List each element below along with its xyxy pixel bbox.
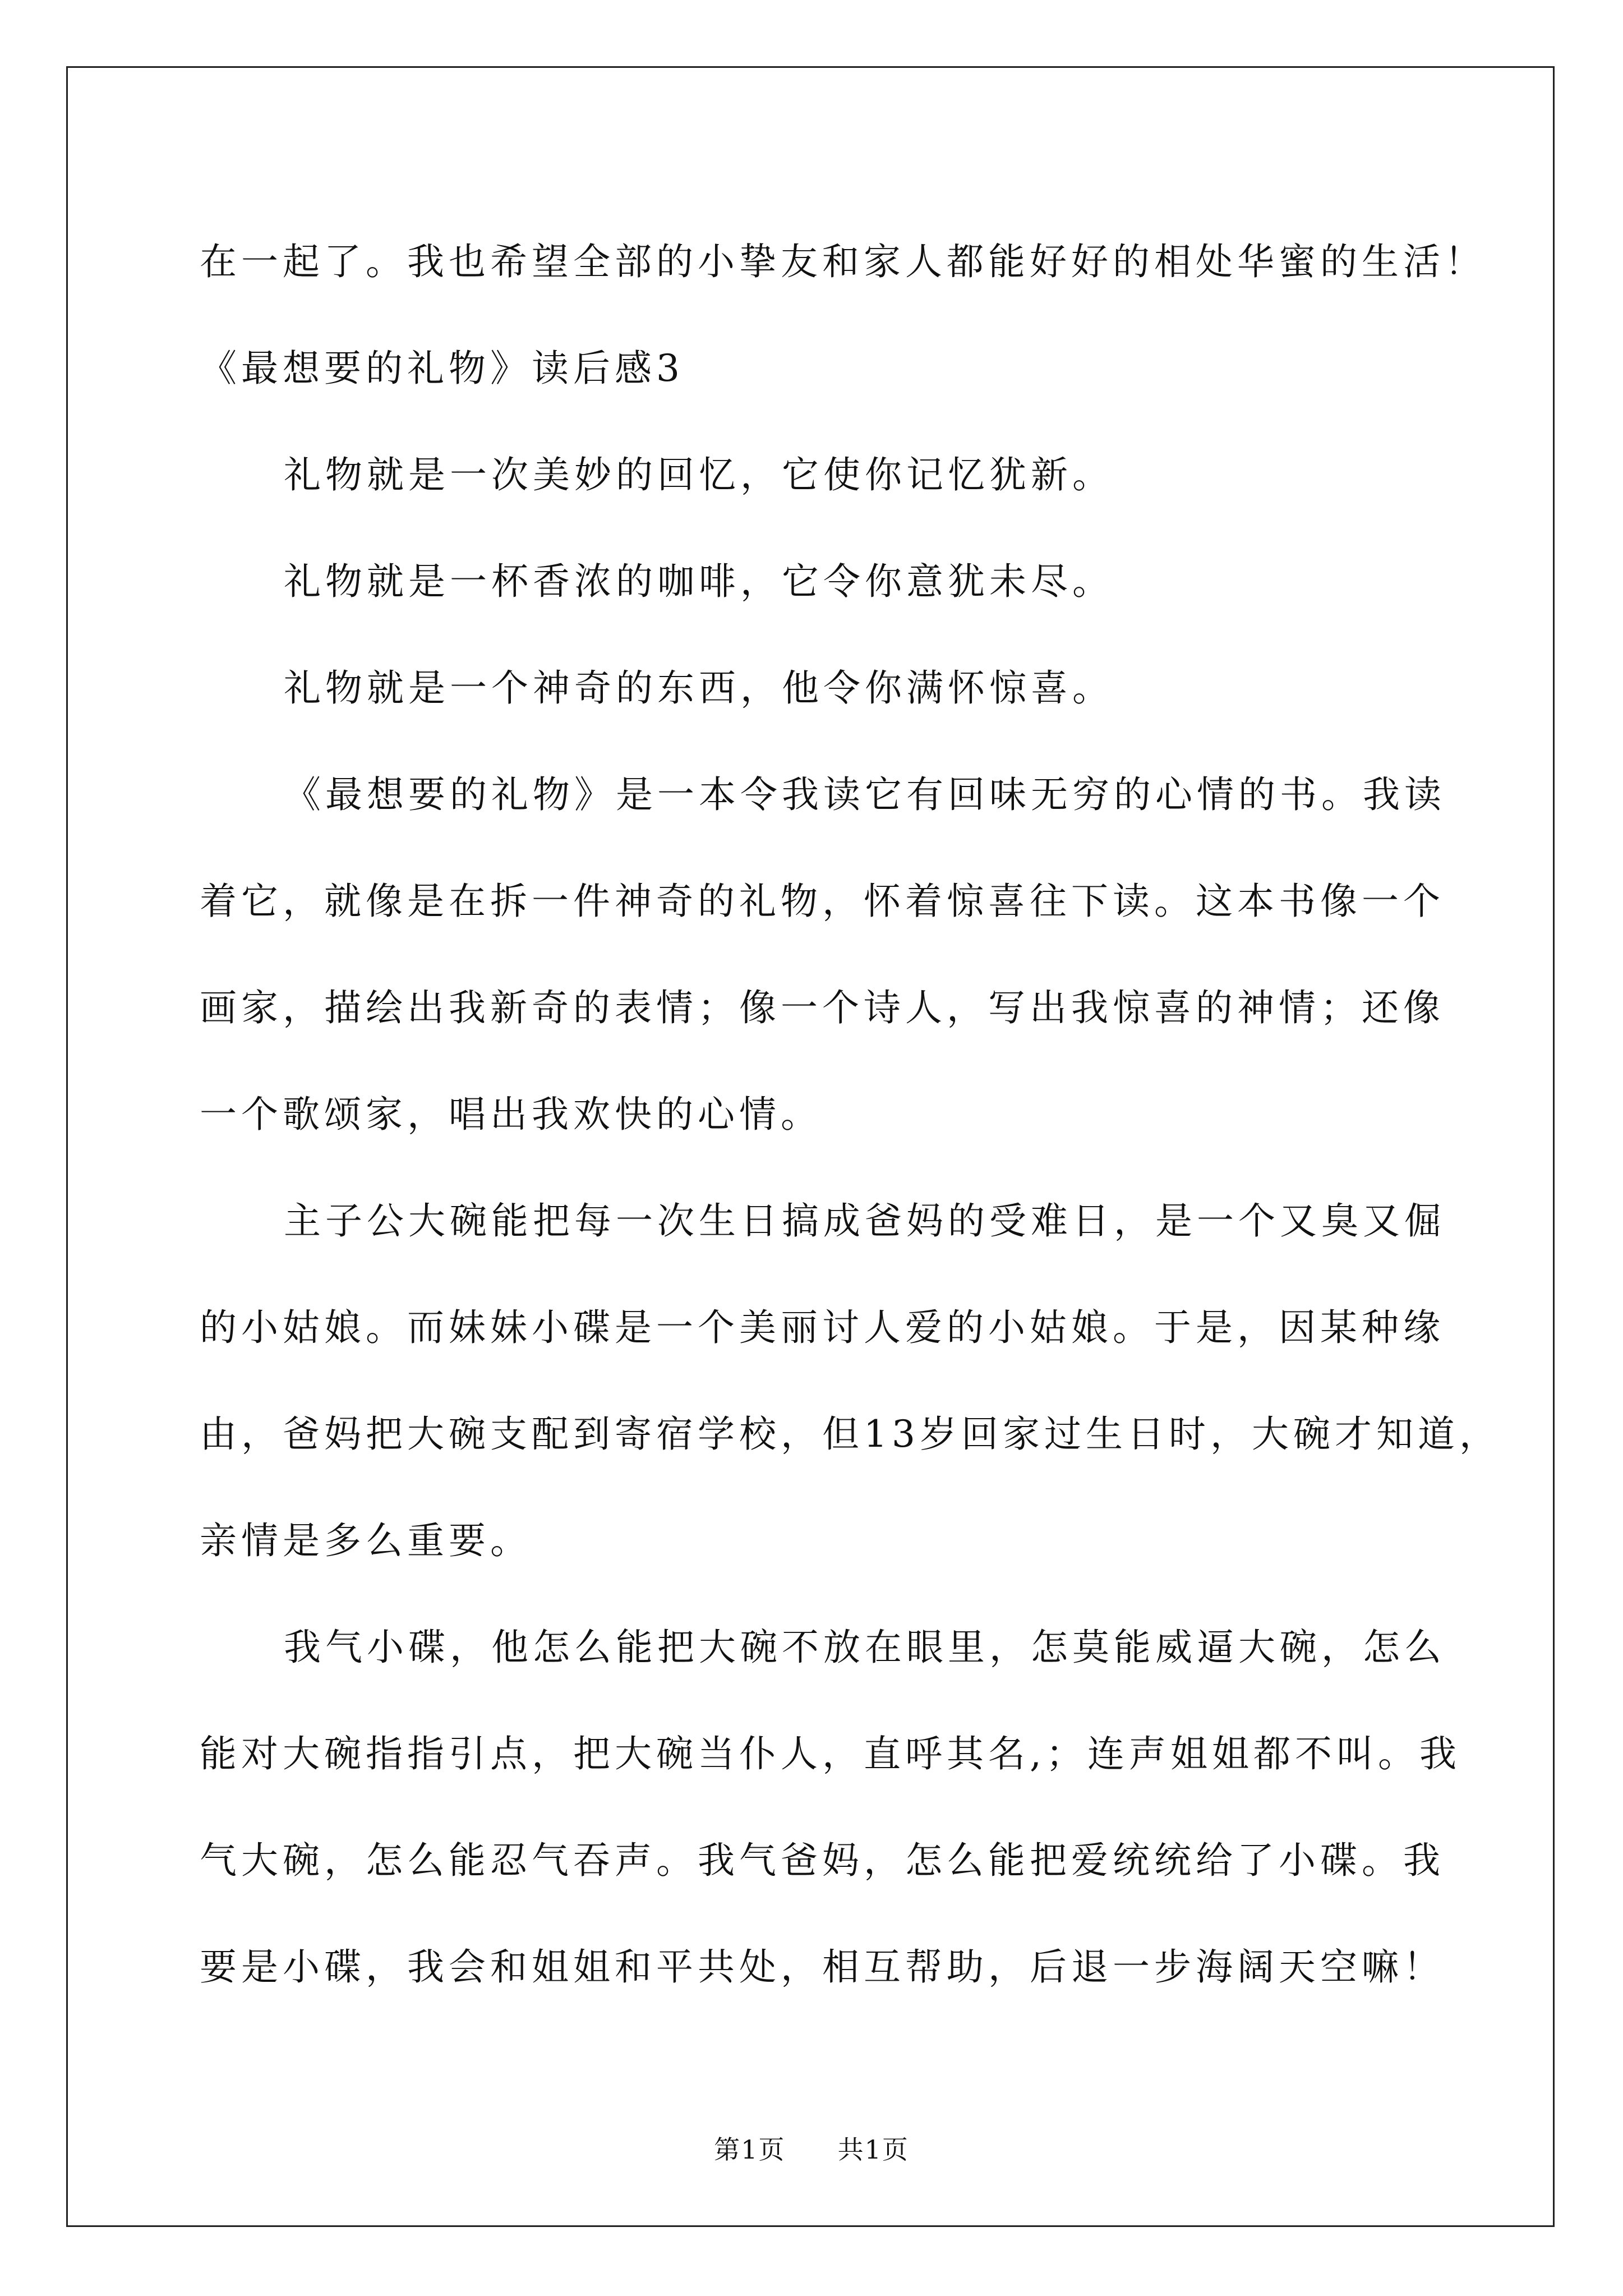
text-line: 亲情是多么重要。 bbox=[200, 1519, 532, 1562]
page-number-current: 第1页 bbox=[714, 2134, 786, 2165]
text-line: 礼物就是一个神奇的东西，他令你满怀惊喜。 bbox=[284, 666, 1114, 710]
text-line: 能对大碗指指引点，把大碗当仆人，直呼其名,；连声姐姐都不叫。我 bbox=[200, 1732, 1461, 1775]
text-line: 主子公大碗能把每一次生日搞成爸妈的受难日，是一个又臭又倔 bbox=[284, 1199, 1446, 1243]
text-line: 的小姑娘。而妹妹小碟是一个美丽讨人爱的小姑娘。于是，因某种缘 bbox=[200, 1306, 1445, 1349]
text-line: 气大碗，怎么能忍气吞声。我气爸妈，怎么能把爱统统给了小碟。我 bbox=[200, 1839, 1445, 1882]
text-line: 礼物就是一杯香浓的咖啡，它令你意犹未尽。 bbox=[284, 560, 1114, 603]
page-footer bbox=[0, 2129, 1623, 2166]
text-line: 我气小碟，他怎么能把大碗不放在眼里，怎莫能威逼大碗，怎么 bbox=[284, 1626, 1446, 1669]
text-line: 要是小碟，我会和姐姐和平共处，相互帮助，后退一步海阔天空嘛！ bbox=[200, 1945, 1445, 1989]
text-line: 礼物就是一次美妙的回忆，它使你记忆犹新。 bbox=[284, 453, 1114, 496]
text-line: 《最想要的礼物》是一本令我读它有回味无穷的心情的书。我读 bbox=[284, 773, 1446, 816]
document-body bbox=[200, 209, 1501, 2021]
text-line: 在一起了。我也希望全部的小挚友和家人都能好好的相处华蜜的生活！ bbox=[200, 240, 1486, 283]
text-line: 着它，就像是在拆一件神奇的礼物，怀着惊喜往下读。这本书像一个 bbox=[200, 880, 1445, 923]
section-title: 《最想要的礼物》读后感3 bbox=[200, 347, 684, 390]
page-number-total: 共1页 bbox=[837, 2134, 909, 2165]
text-line: 一个歌颂家，唱出我欢快的心情。 bbox=[200, 1093, 822, 1136]
text-line: 由，爸妈把大碗支配到寄宿学校，但13岁回家过生日时，大碗才知道， bbox=[200, 1412, 1501, 1456]
text-line: 画家，描绘出我新奇的表情；像一个诗人，写出我惊喜的神情；还像 bbox=[200, 986, 1445, 1029]
